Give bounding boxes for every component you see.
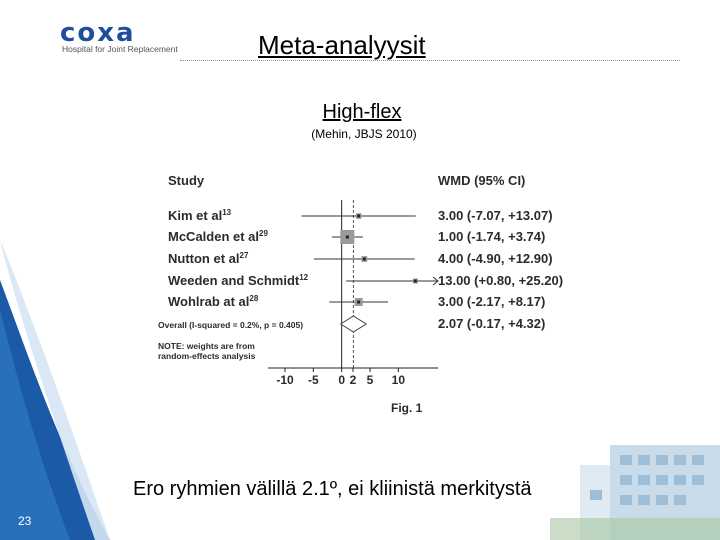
x-tick-label: 0 <box>338 373 346 387</box>
logo-wordmark: coxa <box>60 18 136 48</box>
study-name: McCalden et $al^{29}$ <box>168 229 268 244</box>
effect-label: 4.00 (-4.90, +12.90) <box>438 251 553 266</box>
x-tick-label: 5 <box>366 373 374 387</box>
x-tick-label: 10 <box>391 373 406 387</box>
note-text: random-effects analysis <box>158 351 256 361</box>
figure-label: Fig. 1 <box>391 401 423 415</box>
column-header-effect: WMD (95% CI) <box>438 173 526 188</box>
effect-label: 1.00 (-1.74, +3.74) <box>438 229 546 244</box>
overall-effect-label: 2.07 (-0.17, +4.32) <box>438 316 546 331</box>
effect-label: 3.00 (-7.07, +13.07) <box>438 208 553 223</box>
point-estimate <box>346 236 349 239</box>
citation: (Mehin, JBJS 2010) <box>311 127 417 141</box>
study-name: Weeden and Schmidt$^{12}$ <box>168 273 309 288</box>
hospital-building-image <box>550 430 720 540</box>
overall-label: Overall (I-squared = 0.2%, p = 0.405) <box>158 320 304 330</box>
study-name: Nutton et $al^{27}$ <box>168 251 249 266</box>
slide-subtitle: High-flex <box>322 101 402 123</box>
point-estimate <box>357 215 360 218</box>
point-estimate <box>357 301 360 304</box>
decorative-blue-swoosh <box>0 240 120 540</box>
study-name: Wohlrab at $al^{28}$ <box>168 294 259 309</box>
effect-label: 3.00 (-2.17, +8.17) <box>438 294 546 309</box>
x-tick-label: 2 <box>349 373 357 387</box>
forest-plot <box>148 160 588 420</box>
logo-tagline: Hospital for Joint Replacement <box>62 44 178 54</box>
study-name: Kim et $al^{13}$ <box>168 208 232 223</box>
header-divider <box>180 60 680 61</box>
effect-label: 13.00 (+0.80, +25.20) <box>438 273 564 288</box>
x-tick-label: -10 <box>276 373 294 387</box>
slide-caption: Ero ryhmien välillä 2.1º, ei kliinistä merkitystä <box>133 478 532 500</box>
slide-title: Meta-analyysit <box>258 30 426 60</box>
slide-subtitle-wrap <box>0 101 720 124</box>
point-estimate <box>414 280 417 283</box>
coxa-logo <box>58 18 178 58</box>
x-tick-label: -5 <box>307 373 319 387</box>
point-estimate <box>363 258 366 261</box>
slide-number: 23 <box>18 514 32 528</box>
note-text: NOTE: weights are from <box>158 341 255 351</box>
column-header-study: Study <box>168 173 205 188</box>
